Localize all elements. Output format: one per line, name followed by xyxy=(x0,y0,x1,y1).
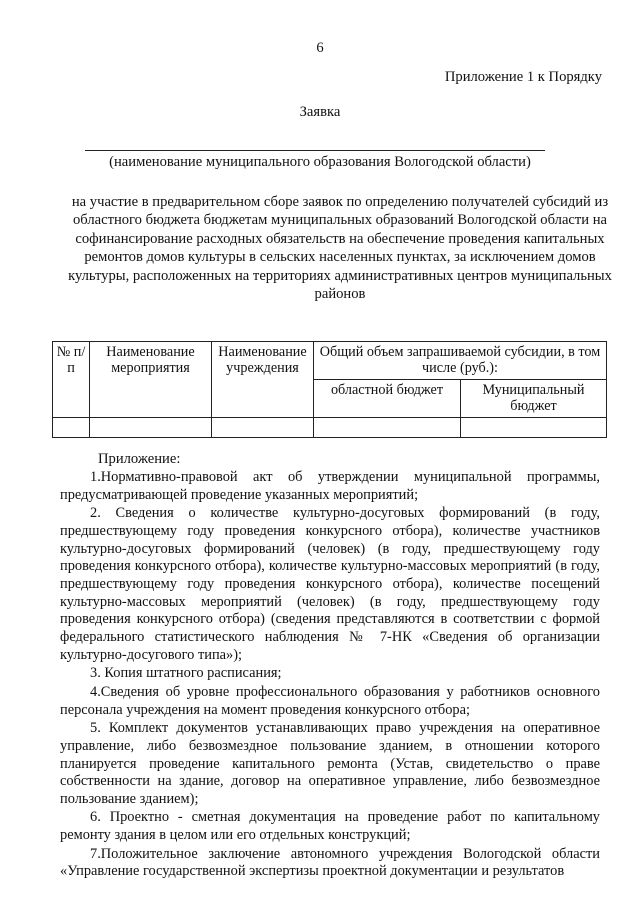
list-item: 6. Проектно - сметная документация на проведение работ по капитальному ремонту здания в целом или его отдельных конструкций; xyxy=(60,809,600,844)
table-cell xyxy=(212,417,314,437)
table-cell xyxy=(314,417,461,437)
municipality-caption: (наименование муниципального образования Вологодской области) xyxy=(109,154,531,170)
table-cell xyxy=(90,417,212,437)
list-item: 1.Нормативно-правовой акт об утверждении муниципальной программы, предусматривающей проведение указанных мероприятий; xyxy=(60,469,600,503)
header-institution: Наименование учреждения xyxy=(212,342,314,418)
list-item: 7.Положительное заключение автономного учреждения Вологодской области «Управление государственной экспертизы проектной документации и результатов xyxy=(60,845,600,880)
application-subject: на участие в предварительном сборе заявок по определению получателей субсидий из областного бюджета бюджетам муниципальных образований Вологодской области на софинансирование расходных обязательств на обеспечение проведения капитальных ремонтов домов культуры в сельских населенных пунктах, за исключением домов культуры, расположенных на территориях административных центров муниципальных районов xyxy=(68,194,612,303)
list-item: 4.Сведения об уровне профессионального образования у работников основного персонала учреждения на момент проведения конкурсного отбора; xyxy=(60,683,600,718)
appendix-reference: Приложение 1 к Порядку xyxy=(444,69,602,85)
list-item: 2. Сведения о количестве культурно-досуговых формирований (в году, предшествующему году проведения конкурсного отбора), количестве участников культурно-досуговых формирований (человек) (в году, предшествующему году проведения конкурсного отбора), количестве культурно-массовых мероприятий (в году, предшествующему году проведения конкурсного отбора), количестве посещений культурно-массовых мероприятий (человек) (в году, предшествующему году проведения конкурсного отбора) (сведения представляются в соответствии с формой федерального статистического наблюдения № 7-НК «Сведения об организации культурно-досугового типа»); xyxy=(60,505,600,663)
document-title: Заявка xyxy=(299,104,341,120)
municipality-name-line xyxy=(85,150,545,151)
header-event: Наименование мероприятия xyxy=(90,342,212,418)
list-item: 3. Копия штатного расписания; xyxy=(90,665,282,682)
header-municipal-budget: Муниципальный бюджет xyxy=(461,379,607,417)
table-cell xyxy=(461,417,607,437)
table-row xyxy=(53,417,607,437)
header-regional-budget: областной бюджет xyxy=(314,379,461,417)
request-table xyxy=(52,341,607,438)
header-number: № п/п xyxy=(53,342,90,418)
attachments-heading: Приложение: xyxy=(98,451,181,467)
attachments-list xyxy=(60,469,600,882)
header-subsidy: Общий объем запрашиваемой субсидии, в том числе (руб.): xyxy=(314,342,607,380)
table-cell xyxy=(53,417,90,437)
page-number: 6 xyxy=(316,40,324,56)
list-item: 5. Комплект документов устанавливающих право учреждения на оперативное управление, либо безвозмездное пользование зданием, в отношении которого планируется проведение капитального ремонта (Устав, свидетельство о праве собственности на здание, договор на оперативное управление, либо безвозмездное пользование зданием); xyxy=(60,720,600,807)
